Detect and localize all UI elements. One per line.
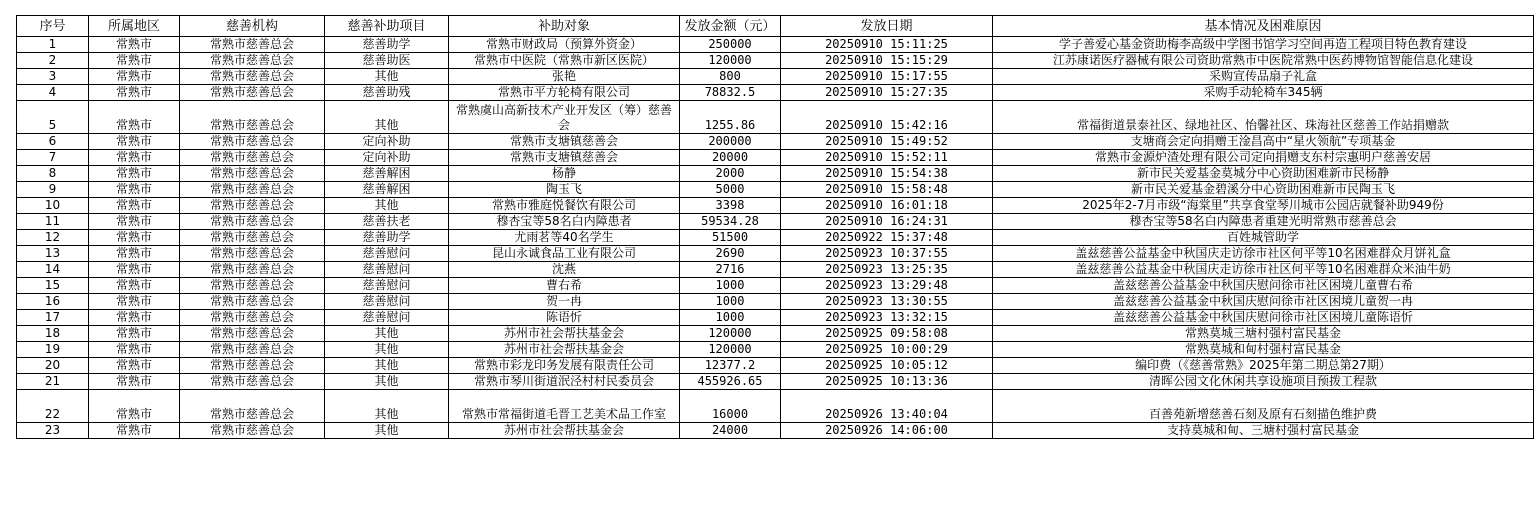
cell-organization: 常熟市慈善总会 <box>180 358 325 374</box>
cell-organization: 常熟市慈善总会 <box>180 246 325 262</box>
cell-region: 常熟市 <box>89 134 180 150</box>
table-row <box>17 342 1534 358</box>
cell-organization: 常熟市慈善总会 <box>180 310 325 326</box>
cell-index: 4 <box>17 85 89 101</box>
table-row <box>17 37 1534 53</box>
cell-amount: 120000 <box>680 326 781 342</box>
cell-index: 3 <box>17 69 89 85</box>
cell-date: 20250910 15:17:55 <box>781 69 993 85</box>
table-row <box>17 246 1534 262</box>
cell-index: 23 <box>17 423 89 439</box>
cell-index: 22 <box>17 390 89 423</box>
cell-amount: 59534.28 <box>680 214 781 230</box>
cell-index: 14 <box>17 262 89 278</box>
cell-project: 慈善慰问 <box>325 294 449 310</box>
cell-description: 采购手动轮椅车345辆 <box>993 85 1534 101</box>
cell-region: 常熟市 <box>89 294 180 310</box>
cell-region: 常熟市 <box>89 214 180 230</box>
cell-amount: 200000 <box>680 134 781 150</box>
cell-organization: 常熟市慈善总会 <box>180 326 325 342</box>
cell-date: 20250910 15:58:48 <box>781 182 993 198</box>
cell-date: 20250923 13:32:15 <box>781 310 993 326</box>
cell-organization: 常熟市慈善总会 <box>180 53 325 69</box>
cell-organization: 常熟市慈善总会 <box>180 198 325 214</box>
cell-region: 常熟市 <box>89 374 180 390</box>
cell-project: 慈善助残 <box>325 85 449 101</box>
cell-recipient: 常熟市财政局（预算外资金） <box>449 37 680 53</box>
cell-amount: 455926.65 <box>680 374 781 390</box>
cell-index: 7 <box>17 150 89 166</box>
cell-organization: 常熟市慈善总会 <box>180 69 325 85</box>
cell-project: 其他 <box>325 326 449 342</box>
cell-date: 20250923 13:29:48 <box>781 278 993 294</box>
table-row <box>17 85 1534 101</box>
cell-index: 2 <box>17 53 89 69</box>
cell-amount: 24000 <box>680 423 781 439</box>
cell-date: 20250910 15:42:16 <box>781 101 993 134</box>
col-header-index: 序号 <box>17 16 89 37</box>
cell-index: 15 <box>17 278 89 294</box>
table-row <box>17 310 1534 326</box>
cell-region: 常熟市 <box>89 69 180 85</box>
cell-project: 定向补助 <box>325 150 449 166</box>
cell-index: 13 <box>17 246 89 262</box>
cell-project: 慈善扶老 <box>325 214 449 230</box>
cell-recipient: 常熟市彩龙印务发展有限责任公司 <box>449 358 680 374</box>
cell-amount: 20000 <box>680 150 781 166</box>
cell-region: 常熟市 <box>89 101 180 134</box>
cell-project: 慈善助学 <box>325 37 449 53</box>
cell-region: 常熟市 <box>89 166 180 182</box>
cell-amount: 2000 <box>680 166 781 182</box>
cell-recipient: 常熟市中医院（常熟市新区医院） <box>449 53 680 69</box>
cell-date: 20250923 13:25:35 <box>781 262 993 278</box>
cell-date: 20250926 14:06:00 <box>781 423 993 439</box>
cell-project: 慈善解困 <box>325 166 449 182</box>
cell-date: 20250923 13:30:55 <box>781 294 993 310</box>
col-header-description: 基本情况及困难原因 <box>993 16 1534 37</box>
cell-organization: 常熟市慈善总会 <box>180 374 325 390</box>
table-row <box>17 358 1534 374</box>
cell-recipient: 常熟市琴川街道泯泾村村民委员会 <box>449 374 680 390</box>
cell-project: 其他 <box>325 374 449 390</box>
cell-date: 20250910 15:27:35 <box>781 85 993 101</box>
cell-index: 12 <box>17 230 89 246</box>
cell-description: 采购宣传品扇子礼盒 <box>993 69 1534 85</box>
cell-project: 慈善慰问 <box>325 278 449 294</box>
cell-amount: 2690 <box>680 246 781 262</box>
col-header-date: 发放日期 <box>781 16 993 37</box>
cell-recipient: 曹右希 <box>449 278 680 294</box>
cell-index: 21 <box>17 374 89 390</box>
cell-region: 常熟市 <box>89 326 180 342</box>
cell-amount: 120000 <box>680 342 781 358</box>
cell-amount: 12377.2 <box>680 358 781 374</box>
cell-region: 常熟市 <box>89 310 180 326</box>
cell-index: 9 <box>17 182 89 198</box>
cell-project: 慈善慰问 <box>325 262 449 278</box>
cell-index: 10 <box>17 198 89 214</box>
cell-region: 常熟市 <box>89 246 180 262</box>
cell-description: 新市民关爱基金碧溪分中心资助困难新市民陶玉飞 <box>993 182 1534 198</box>
cell-region: 常熟市 <box>89 262 180 278</box>
cell-organization: 常熟市慈善总会 <box>180 390 325 423</box>
cell-description: 学子善爱心基金资助梅李高级中学图书馆学习空间再造工程项目特色教育建设 <box>993 37 1534 53</box>
cell-organization: 常熟市慈善总会 <box>180 278 325 294</box>
cell-index: 20 <box>17 358 89 374</box>
cell-region: 常熟市 <box>89 342 180 358</box>
cell-date: 20250923 10:37:55 <box>781 246 993 262</box>
table-row <box>17 374 1534 390</box>
cell-recipient: 苏州市社会帮扶基金会 <box>449 342 680 358</box>
cell-region: 常熟市 <box>89 182 180 198</box>
cell-recipient: 穆杏宝等58名白内障患者 <box>449 214 680 230</box>
cell-recipient: 常熟市支塘镇慈善会 <box>449 150 680 166</box>
cell-project: 其他 <box>325 342 449 358</box>
cell-organization: 常熟市慈善总会 <box>180 214 325 230</box>
cell-amount: 16000 <box>680 390 781 423</box>
cell-organization: 常熟市慈善总会 <box>180 37 325 53</box>
cell-organization: 常熟市慈善总会 <box>180 182 325 198</box>
cell-organization: 常熟市慈善总会 <box>180 423 325 439</box>
cell-organization: 常熟市慈善总会 <box>180 166 325 182</box>
cell-amount: 5000 <box>680 182 781 198</box>
cell-amount: 51500 <box>680 230 781 246</box>
cell-date: 20250910 15:49:52 <box>781 134 993 150</box>
col-header-project: 慈善补助项目 <box>325 16 449 37</box>
cell-amount: 3398 <box>680 198 781 214</box>
table-row <box>17 150 1534 166</box>
cell-project: 其他 <box>325 69 449 85</box>
cell-region: 常熟市 <box>89 358 180 374</box>
cell-region: 常熟市 <box>89 85 180 101</box>
cell-project: 定向补助 <box>325 134 449 150</box>
cell-region: 常熟市 <box>89 230 180 246</box>
cell-index: 8 <box>17 166 89 182</box>
cell-index: 11 <box>17 214 89 230</box>
cell-recipient: 陈语忻 <box>449 310 680 326</box>
cell-project: 其他 <box>325 101 449 134</box>
cell-description: 穆杏宝等58名白内障患者重建光明常熟市慈善总会 <box>993 214 1534 230</box>
cell-organization: 常熟市慈善总会 <box>180 342 325 358</box>
cell-date: 20250925 10:13:36 <box>781 374 993 390</box>
table-row <box>17 326 1534 342</box>
cell-date: 20250925 10:00:29 <box>781 342 993 358</box>
cell-date: 20250925 10:05:12 <box>781 358 993 374</box>
cell-index: 1 <box>17 37 89 53</box>
cell-amount: 78832.5 <box>680 85 781 101</box>
cell-recipient: 苏州市社会帮扶基金会 <box>449 423 680 439</box>
cell-description: 常熟市金源炉渣处理有限公司定向捐赠支东村宗惠明户慈善安居 <box>993 150 1534 166</box>
table-row <box>17 262 1534 278</box>
table-row <box>17 294 1534 310</box>
cell-description: 盖兹慈善公益基金中秋国庆慰问徐市社区困境儿童陈语忻 <box>993 310 1534 326</box>
table-row <box>17 182 1534 198</box>
cell-description: 盖兹慈善公益基金中秋国庆慰问徐市社区困境儿童贺一冉 <box>993 294 1534 310</box>
cell-organization: 常熟市慈善总会 <box>180 294 325 310</box>
table-row <box>17 214 1534 230</box>
cell-region: 常熟市 <box>89 423 180 439</box>
header-row <box>17 16 1534 37</box>
col-header-recipient: 补助对象 <box>449 16 680 37</box>
cell-description: 编印费（《慈善常熟》2025年第二期总第27期） <box>993 358 1534 374</box>
cell-description: 2025年2-7月市级“海棠里”共享食堂琴川城市公园店就餐补助949份 <box>993 198 1534 214</box>
cell-project: 其他 <box>325 390 449 423</box>
cell-index: 5 <box>17 101 89 134</box>
table-row <box>17 423 1534 439</box>
cell-amount: 250000 <box>680 37 781 53</box>
cell-organization: 常熟市慈善总会 <box>180 230 325 246</box>
table-row <box>17 230 1534 246</box>
cell-date: 20250910 16:24:31 <box>781 214 993 230</box>
cell-recipient: 昆山永诚食品工业有限公司 <box>449 246 680 262</box>
cell-amount: 1000 <box>680 278 781 294</box>
cell-amount: 1000 <box>680 310 781 326</box>
cell-organization: 常熟市慈善总会 <box>180 134 325 150</box>
cell-project: 其他 <box>325 423 449 439</box>
cell-project: 慈善慰问 <box>325 310 449 326</box>
cell-description: 盖兹慈善公益基金中秋国庆走访徐市社区何平等10名困难群众月饼礼盒 <box>993 246 1534 262</box>
col-header-organization: 慈善机构 <box>180 16 325 37</box>
cell-date: 20250910 15:52:11 <box>781 150 993 166</box>
cell-recipient: 常熟市雅庭悦餐饮有限公司 <box>449 198 680 214</box>
cell-date: 20250925 09:58:08 <box>781 326 993 342</box>
cell-organization: 常熟市慈善总会 <box>180 85 325 101</box>
cell-organization: 常熟市慈善总会 <box>180 262 325 278</box>
table-row <box>17 134 1534 150</box>
cell-description: 常福街道景泰社区、绿地社区、怡馨社区、珠海社区慈善工作站捐赠款 <box>993 101 1534 134</box>
table-row <box>17 101 1534 134</box>
cell-index: 18 <box>17 326 89 342</box>
cell-project: 慈善解困 <box>325 182 449 198</box>
table-row <box>17 198 1534 214</box>
cell-description: 支持莫城和甸、三塘村强村富民基金 <box>993 423 1534 439</box>
cell-project: 其他 <box>325 198 449 214</box>
cell-description: 新市民关爱基金莫城分中心资助困难新市民杨静 <box>993 166 1534 182</box>
col-header-region: 所属地区 <box>89 16 180 37</box>
table-row <box>17 69 1534 85</box>
cell-date: 20250926 13:40:04 <box>781 390 993 423</box>
col-header-amount: 发放金额（元） <box>680 16 781 37</box>
cell-project: 慈善助医 <box>325 53 449 69</box>
cell-recipient: 贺一冉 <box>449 294 680 310</box>
table-row <box>17 278 1534 294</box>
table-row <box>17 390 1534 423</box>
cell-date: 20250922 15:37:48 <box>781 230 993 246</box>
cell-organization: 常熟市慈善总会 <box>180 101 325 134</box>
charity-grant-table <box>16 15 1534 439</box>
cell-index: 19 <box>17 342 89 358</box>
cell-description: 清晖公园文化休闲共享设施项目预拨工程款 <box>993 374 1534 390</box>
cell-region: 常熟市 <box>89 150 180 166</box>
cell-recipient: 常熟市平方轮椅有限公司 <box>449 85 680 101</box>
cell-date: 20250910 15:11:25 <box>781 37 993 53</box>
cell-organization: 常熟市慈善总会 <box>180 150 325 166</box>
cell-amount: 2716 <box>680 262 781 278</box>
table-row <box>17 166 1534 182</box>
cell-amount: 120000 <box>680 53 781 69</box>
cell-amount: 1255.86 <box>680 101 781 134</box>
cell-recipient: 陶玉飞 <box>449 182 680 198</box>
cell-recipient: 尤雨茗等40名学生 <box>449 230 680 246</box>
cell-description: 盖兹慈善公益基金中秋国庆走访徐市社区何平等10名困难群众米油牛奶 <box>993 262 1534 278</box>
cell-recipient: 沈燕 <box>449 262 680 278</box>
cell-region: 常熟市 <box>89 198 180 214</box>
cell-project: 慈善慰问 <box>325 246 449 262</box>
cell-region: 常熟市 <box>89 278 180 294</box>
cell-recipient: 张艳 <box>449 69 680 85</box>
cell-recipient: 苏州市社会帮扶基金会 <box>449 326 680 342</box>
cell-index: 6 <box>17 134 89 150</box>
cell-region: 常熟市 <box>89 37 180 53</box>
cell-description: 江苏康诺医疗器械有限公司资助常熟市中医院常熟中医药博物馆智能信息化建设 <box>993 53 1534 69</box>
cell-region: 常熟市 <box>89 53 180 69</box>
cell-amount: 800 <box>680 69 781 85</box>
cell-date: 20250910 16:01:18 <box>781 198 993 214</box>
cell-amount: 1000 <box>680 294 781 310</box>
cell-description: 常熟莫城和甸村强村富民基金 <box>993 342 1534 358</box>
cell-date: 20250910 15:15:29 <box>781 53 993 69</box>
cell-description: 支塘商会定向捐赠王淦昌高中“星火领航”专项基金 <box>993 134 1534 150</box>
cell-recipient: 杨静 <box>449 166 680 182</box>
cell-index: 16 <box>17 294 89 310</box>
cell-recipient: 常熟市支塘镇慈善会 <box>449 134 680 150</box>
cell-project: 慈善助学 <box>325 230 449 246</box>
table-row <box>17 53 1534 69</box>
cell-project: 其他 <box>325 358 449 374</box>
cell-date: 20250910 15:54:38 <box>781 166 993 182</box>
cell-index: 17 <box>17 310 89 326</box>
cell-recipient: 常熟市常福街道毛晋工艺美术品工作室 <box>449 390 680 423</box>
cell-description: 百善苑新增慈善石刻及原有石刻描色维护费 <box>993 390 1534 423</box>
cell-description: 百姓城管助学 <box>993 230 1534 246</box>
cell-recipient: 常熟虞山高新技术产业开发区（筹）慈善会 <box>449 101 680 134</box>
cell-description: 盖兹慈善公益基金中秋国庆慰问徐市社区困境儿童曹右希 <box>993 278 1534 294</box>
cell-region: 常熟市 <box>89 390 180 423</box>
cell-description: 常熟莫城三塘村强村富民基金 <box>993 326 1534 342</box>
